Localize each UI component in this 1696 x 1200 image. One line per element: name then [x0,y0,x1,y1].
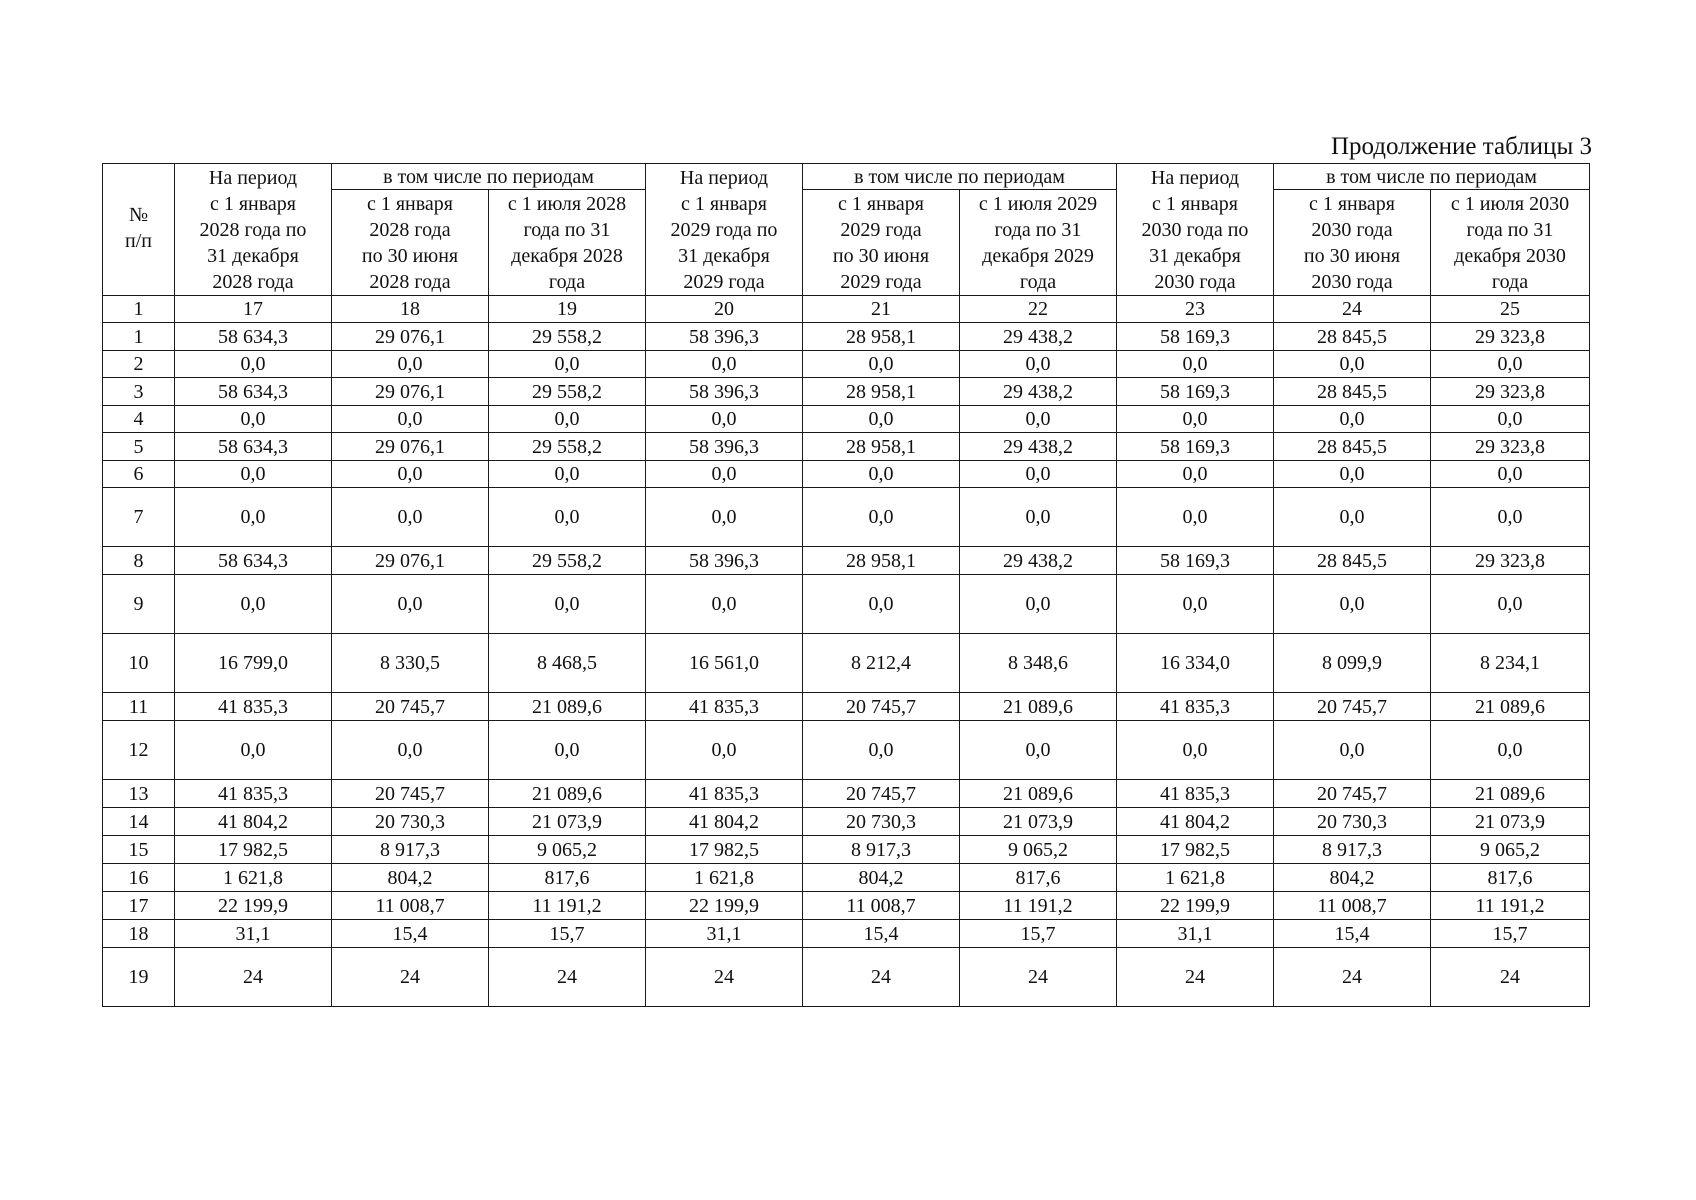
table-cell: 24 [332,948,489,1007]
table-caption: Продолжение таблицы 3 [1330,133,1592,160]
table-cell: 31,1 [175,920,332,948]
row-number-cell: 11 [103,693,175,721]
table-cell: 0,0 [1431,351,1590,378]
table-cell: 0,0 [1117,406,1274,433]
column-number-row [103,296,1590,323]
table-cell: 1 621,8 [1117,864,1274,892]
table-cell: 0,0 [1274,406,1431,433]
table-cell: 15,7 [960,920,1117,948]
header-half-2028-2-label: с 1 июля 2028 года по 31 декабря 2028 года [507,193,627,293]
col-number: 23 [1117,296,1274,323]
table-cell: 58 396,3 [646,547,803,575]
table-row [103,575,1590,634]
table-cell: 0,0 [1431,721,1590,780]
col-number: 19 [489,296,646,323]
table-cell: 21 073,9 [960,808,1117,836]
table-row [103,948,1590,1007]
table-cell: 29 323,8 [1431,323,1590,351]
table-row [103,693,1590,721]
table-cell: 8 917,3 [1274,836,1431,864]
table-cell: 29 558,2 [489,547,646,575]
header-annual-2028-label: На период с 1 января 2028 года по 31 декабря 2028 года [199,167,307,293]
table-cell: 0,0 [960,461,1117,488]
table-cell: 16 561,0 [646,634,803,693]
table-cell: 1 621,8 [175,864,332,892]
table-cell: 9 065,2 [960,836,1117,864]
table-cell: 58 634,3 [175,433,332,461]
table-cell: 29 438,2 [960,323,1117,351]
table-cell: 20 730,3 [1274,808,1431,836]
table-cell: 20 745,7 [332,780,489,808]
table-row [103,836,1590,864]
table-cell: 21 089,6 [489,780,646,808]
table-cell: 8 330,5 [332,634,489,693]
table-cell: 0,0 [1274,488,1431,547]
table-cell: 16 799,0 [175,634,332,693]
table-cell: 817,6 [960,864,1117,892]
table-cell: 58 634,3 [175,323,332,351]
table-cell: 0,0 [489,351,646,378]
table-cell: 0,0 [332,575,489,634]
table-cell: 58 634,3 [175,378,332,406]
table-row [103,780,1590,808]
table-cell: 804,2 [803,864,960,892]
table-cell: 8 917,3 [332,836,489,864]
table-cell: 58 396,3 [646,323,803,351]
table-row [103,488,1590,547]
table-cell: 0,0 [1274,721,1431,780]
table-cell: 58 396,3 [646,378,803,406]
table-cell: 16 334,0 [1117,634,1274,693]
header-half-2028-1-label: с 1 января 2028 года по 30 июня 2028 года [361,193,459,293]
header-half-2029-1-label: с 1 января 2029 года по 30 июня 2029 года [832,193,930,293]
table-cell: 1 621,8 [646,864,803,892]
table-cell: 0,0 [332,488,489,547]
table-cell: 11 191,2 [1431,892,1590,920]
table-cell: 9 065,2 [1431,836,1590,864]
data-table [102,163,1590,1007]
table-cell: 28 958,1 [803,547,960,575]
table-cell: 0,0 [960,351,1117,378]
table-cell: 21 089,6 [1431,693,1590,721]
table-cell: 0,0 [1117,488,1274,547]
table-cell: 17 982,5 [175,836,332,864]
header-half-2030-2-label: с 1 июля 2030 года по 31 декабря 2030 года [1450,193,1570,293]
table-cell: 0,0 [1431,575,1590,634]
table-cell: 24 [175,948,332,1007]
table-cell: 0,0 [1117,461,1274,488]
header-annual-2028 [175,164,332,296]
table-cell: 0,0 [803,721,960,780]
table-cell: 41 835,3 [646,693,803,721]
table-row [103,808,1590,836]
table-cell: 817,6 [489,864,646,892]
table-cell: 0,0 [1117,575,1274,634]
table-cell: 20 745,7 [332,693,489,721]
table-cell: 20 745,7 [803,780,960,808]
row-number-cell: 2 [103,351,175,378]
col-number: 18 [332,296,489,323]
table-row [103,461,1590,488]
table-row [103,864,1590,892]
table-cell: 0,0 [175,406,332,433]
col-number: 25 [1431,296,1590,323]
table-cell: 24 [960,948,1117,1007]
table-cell: 0,0 [175,575,332,634]
table-cell: 0,0 [332,406,489,433]
table-row [103,634,1590,693]
table-cell: 58 396,3 [646,433,803,461]
table-cell: 0,0 [646,721,803,780]
table-cell: 0,0 [1274,575,1431,634]
table-cell: 29 323,8 [1431,547,1590,575]
col-number: 20 [646,296,803,323]
table-cell: 20 745,7 [1274,693,1431,721]
table-cell: 29 558,2 [489,323,646,351]
header-half-2029-2 [960,190,1117,296]
table-cell: 58 169,3 [1117,378,1274,406]
table-cell: 41 835,3 [175,780,332,808]
header-annual-2030 [1117,164,1274,296]
table-cell: 0,0 [332,461,489,488]
table-cell: 29 076,1 [332,433,489,461]
table-cell: 0,0 [175,721,332,780]
table-cell: 8 212,4 [803,634,960,693]
table-cell: 29 076,1 [332,547,489,575]
table-cell: 0,0 [332,351,489,378]
table-cell: 0,0 [489,721,646,780]
table-row [103,721,1590,780]
table-cell: 31,1 [646,920,803,948]
table-cell: 29 076,1 [332,378,489,406]
table-cell: 0,0 [1117,351,1274,378]
header-half-2028-2 [489,190,646,296]
header-half-2028-1 [332,190,489,296]
table-cell: 20 745,7 [803,693,960,721]
table-cell: 0,0 [646,351,803,378]
table-cell: 28 845,5 [1274,433,1431,461]
table-cell: 41 835,3 [1117,780,1274,808]
table-cell: 15,4 [1274,920,1431,948]
table-cell: 0,0 [646,406,803,433]
table-cell: 21 073,9 [1431,808,1590,836]
col-number: 22 [960,296,1117,323]
header-half-2030-2 [1431,190,1590,296]
table-cell: 21 073,9 [489,808,646,836]
header-annual-2029 [646,164,803,296]
table-cell: 58 169,3 [1117,323,1274,351]
table-cell: 15,4 [332,920,489,948]
row-number-cell: 1 [103,323,175,351]
row-number-cell: 16 [103,864,175,892]
table-cell: 0,0 [803,575,960,634]
header-group-2029: в том числе по периодам [803,164,1117,190]
table-cell: 17 982,5 [646,836,803,864]
table-cell: 29 558,2 [489,433,646,461]
table-cell: 28 958,1 [803,378,960,406]
table-cell: 58 634,3 [175,547,332,575]
table-cell: 11 191,2 [489,892,646,920]
table-row [103,406,1590,433]
table-cell: 41 835,3 [646,780,803,808]
table-cell: 15,7 [1431,920,1590,948]
row-number-cell: 13 [103,780,175,808]
table-cell: 8 468,5 [489,634,646,693]
table-row [103,378,1590,406]
table-cell: 0,0 [175,461,332,488]
table-cell: 21 089,6 [960,693,1117,721]
table-cell: 24 [1117,948,1274,1007]
header-annual-2029-label: На период с 1 января 2029 года по 31 декабря 2029 года [670,167,778,293]
table-cell: 8 917,3 [803,836,960,864]
table-cell: 21 089,6 [489,693,646,721]
table-cell: 0,0 [646,461,803,488]
table-cell: 0,0 [489,488,646,547]
table-cell: 29 438,2 [960,378,1117,406]
table-cell: 29 076,1 [332,323,489,351]
table-cell: 0,0 [1431,461,1590,488]
table-cell: 8 099,9 [1274,634,1431,693]
table-cell: 0,0 [1117,721,1274,780]
table-cell: 0,0 [960,575,1117,634]
table-cell: 0,0 [803,488,960,547]
table-cell: 41 804,2 [646,808,803,836]
table-row [103,920,1590,948]
table-cell: 28 845,5 [1274,547,1431,575]
header-num-label: № п/п [125,204,152,252]
row-number-cell: 14 [103,808,175,836]
row-number-cell: 10 [103,634,175,693]
row-number-cell: 9 [103,575,175,634]
table-cell: 21 089,6 [960,780,1117,808]
table-cell: 24 [646,948,803,1007]
table-row [103,892,1590,920]
table-cell: 41 835,3 [175,693,332,721]
table-cell: 20 730,3 [803,808,960,836]
header-group-2030: в том числе по периодам [1274,164,1590,190]
table-cell: 0,0 [1431,406,1590,433]
table-cell: 29 558,2 [489,378,646,406]
header-half-2029-1 [803,190,960,296]
table-cell: 24 [1274,948,1431,1007]
table-cell: 0,0 [960,406,1117,433]
table-cell: 11 008,7 [1274,892,1431,920]
table-cell: 29 438,2 [960,433,1117,461]
table-cell: 41 804,2 [175,808,332,836]
table-cell: 804,2 [1274,864,1431,892]
table-cell: 0,0 [1431,488,1590,547]
table-cell: 0,0 [646,488,803,547]
table-cell: 15,7 [489,920,646,948]
table-cell: 0,0 [803,461,960,488]
header-half-2029-2-label: с 1 июля 2029 года по 31 декабря 2029 года [978,193,1098,293]
table-cell: 29 438,2 [960,547,1117,575]
table-cell: 817,6 [1431,864,1590,892]
table-cell: 0,0 [489,406,646,433]
table-cell: 0,0 [960,721,1117,780]
row-number-cell: 12 [103,721,175,780]
table-cell: 8 348,6 [960,634,1117,693]
table-cell: 22 199,9 [1117,892,1274,920]
table-cell: 29 323,8 [1431,433,1590,461]
table-cell: 41 835,3 [1117,693,1274,721]
table-body [103,323,1590,1007]
table-cell: 41 804,2 [1117,808,1274,836]
table-cell: 11 008,7 [803,892,960,920]
row-number-cell: 19 [103,948,175,1007]
table-cell: 804,2 [332,864,489,892]
header-half-2030-1 [1274,190,1431,296]
table-cell: 58 169,3 [1117,547,1274,575]
table-cell: 0,0 [332,721,489,780]
table-cell: 0,0 [960,488,1117,547]
table-row [103,433,1590,461]
table-cell: 15,4 [803,920,960,948]
table-cell: 11 008,7 [332,892,489,920]
table-row [103,547,1590,575]
table-cell: 0,0 [1274,461,1431,488]
table-cell: 58 169,3 [1117,433,1274,461]
table-row [103,323,1590,351]
col-number: 21 [803,296,960,323]
row-number-cell: 5 [103,433,175,461]
table-cell: 0,0 [1274,351,1431,378]
row-number-cell: 7 [103,488,175,547]
row-number-cell: 4 [103,406,175,433]
row-number-cell: 15 [103,836,175,864]
table-cell: 24 [803,948,960,1007]
col-number: 1 [103,296,175,323]
row-number-cell: 8 [103,547,175,575]
header-half-2030-1-label: с 1 января 2030 года по 30 июня 2030 года [1303,193,1401,293]
table-cell: 0,0 [175,351,332,378]
col-number: 24 [1274,296,1431,323]
table-cell: 22 199,9 [646,892,803,920]
row-number-cell: 18 [103,920,175,948]
table-cell: 0,0 [646,575,803,634]
row-number-cell: 17 [103,892,175,920]
table-cell: 28 845,5 [1274,378,1431,406]
table-cell: 0,0 [803,351,960,378]
table-cell: 0,0 [489,575,646,634]
table-cell: 24 [489,948,646,1007]
table-cell: 17 982,5 [1117,836,1274,864]
table-row [103,351,1590,378]
header-group-2028: в том числе по периодам [332,164,646,190]
table-cell: 21 089,6 [1431,780,1590,808]
col-number: 17 [175,296,332,323]
table-cell: 31,1 [1117,920,1274,948]
header-annual-2030-label: На период с 1 января 2030 года по 31 декабря 2030 года [1141,167,1249,293]
table-cell: 0,0 [175,488,332,547]
table-cell: 9 065,2 [489,836,646,864]
table-cell: 0,0 [489,461,646,488]
table-cell: 11 191,2 [960,892,1117,920]
table-cell: 28 958,1 [803,323,960,351]
header-num [103,164,175,296]
row-number-cell: 6 [103,461,175,488]
table-cell: 28 845,5 [1274,323,1431,351]
table-cell: 22 199,9 [175,892,332,920]
row-number-cell: 3 [103,378,175,406]
table-cell: 20 730,3 [332,808,489,836]
table-cell: 20 745,7 [1274,780,1431,808]
table-cell: 24 [1431,948,1590,1007]
table-cell: 0,0 [803,406,960,433]
table-cell: 28 958,1 [803,433,960,461]
table-cell: 8 234,1 [1431,634,1590,693]
table-cell: 29 323,8 [1431,378,1590,406]
